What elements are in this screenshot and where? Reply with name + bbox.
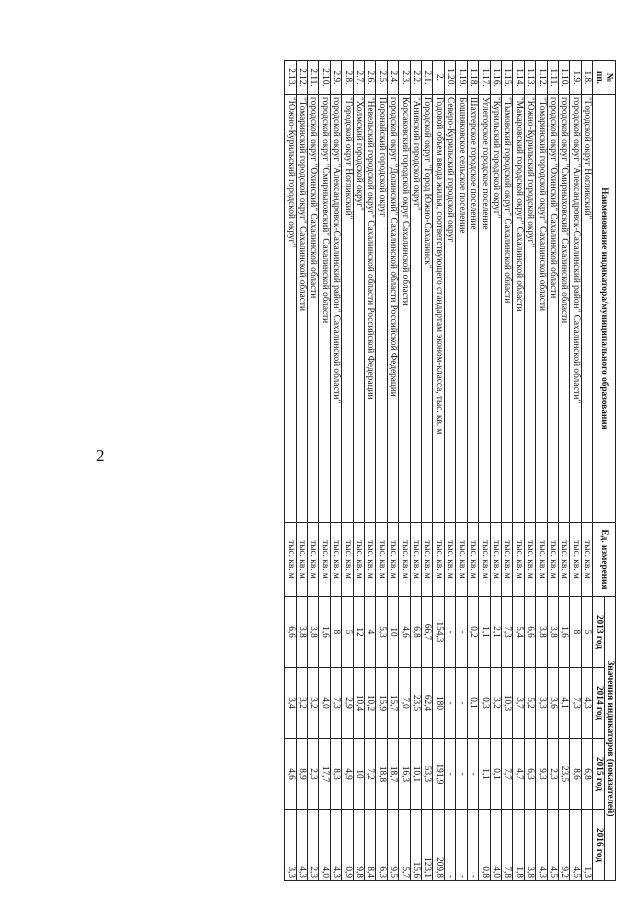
row-value-2013-cell: - (444, 597, 455, 668)
row-value-2015-cell: - (467, 739, 478, 810)
row-unit-cell: тыс. кв. м (524, 523, 535, 597)
row-value-2016-cell: 0,9 (342, 810, 353, 881)
row-name-cell: Шахтерское городское поселение (467, 95, 478, 523)
row-value-2013-cell: 7,3 (501, 597, 512, 668)
row-value-2015-cell: 8,6 (570, 739, 581, 810)
row-value-2014-cell: 3,2 (296, 668, 307, 739)
table-row (501, 61, 512, 881)
row-value-2013-cell: 0,2 (467, 597, 478, 668)
row-value-2016-cell: - (456, 810, 467, 881)
row-value-2013-cell: 6,6 (524, 597, 535, 668)
row-value-2013-cell: - (456, 597, 467, 668)
row-value-2015-cell: 10 (353, 739, 364, 810)
header-year-2014: 2014 год (593, 668, 604, 739)
row-number-cell: 2.10. (319, 61, 330, 95)
row-value-2016-cell: - (467, 810, 478, 881)
row-value-2015-cell: 6,8 (581, 739, 592, 810)
row-value-2014-cell: 4,0 (319, 668, 330, 739)
table-row (399, 61, 410, 881)
row-value-2016-cell: 15,6 (410, 810, 421, 881)
row-number-cell: 1.9. (570, 61, 581, 95)
row-value-2013-cell: 12 (353, 597, 364, 668)
row-value-2016-cell: 0,8 (479, 810, 490, 881)
row-value-2015-cell: 10,1 (410, 739, 421, 810)
row-value-2015-cell: 191,9 (433, 739, 444, 810)
row-unit-cell: тыс. кв. м (467, 523, 478, 597)
row-value-2015-cell: 4,6 (285, 739, 296, 810)
row-value-2014-cell: 3,7 (513, 668, 524, 739)
row-name-cell: городской округ "Охинский" Сахалинской области (547, 95, 558, 523)
row-name-cell: "Курильский городской округ" (490, 95, 501, 523)
indicators-table (284, 60, 616, 881)
row-number-cell: 1.18. (467, 61, 478, 95)
row-value-2013-cell: 6,6 (285, 597, 296, 668)
row-unit-cell: тыс. кв. м (444, 523, 455, 597)
row-unit-cell: тыс. кв. м (319, 523, 330, 597)
row-value-2016-cell: 3,8 (524, 810, 535, 881)
row-value-2015-cell: 7,7 (501, 739, 512, 810)
row-value-2014-cell: 3,4 (285, 668, 296, 739)
row-value-2014-cell: 15,9 (376, 668, 387, 739)
row-value-2014-cell: 62,4 (422, 668, 433, 739)
row-unit-cell: тыс. кв. м (558, 523, 569, 597)
row-name-cell: Бошняковское сельское поселение (456, 95, 467, 523)
table-row (524, 61, 535, 881)
row-number-cell: 1.20. (444, 61, 455, 95)
row-value-2014-cell: 10,2 (365, 668, 376, 739)
row-name-cell: "Холмский городской округ" (353, 95, 364, 523)
row-value-2015-cell: 9,3 (536, 739, 547, 810)
row-value-2016-cell: 4,3 (536, 810, 547, 881)
row-value-2016-cell: 8,4 (365, 810, 376, 881)
row-unit-cell: тыс. кв. м (422, 523, 433, 597)
row-value-2015-cell: 18,8 (376, 739, 387, 810)
page-number: 2 (96, 446, 105, 465)
row-value-2015-cell: 2,3 (547, 739, 558, 810)
table-row (570, 61, 581, 881)
row-value-2015-cell: 16,3 (399, 739, 410, 810)
row-name-cell: "Тымовский городской округ" Сахалинской области (501, 95, 512, 523)
row-value-2013-cell: 1,1 (479, 597, 490, 668)
table-row (296, 61, 307, 881)
row-value-2015-cell: 6,3 (524, 739, 535, 810)
table-row (444, 61, 455, 881)
row-unit-cell: тыс. кв. м (581, 523, 592, 597)
header-unit: Ед. измерения (593, 523, 616, 597)
row-value-2016-cell: 4,5 (547, 810, 558, 881)
row-number-cell: 1.8. (581, 61, 592, 95)
row-number-cell: 2. (433, 61, 444, 95)
row-unit-cell: тыс. кв. м (410, 523, 421, 597)
row-value-2016-cell: 9,5 (387, 810, 398, 881)
row-value-2015-cell: 18,7 (387, 739, 398, 810)
table-row (353, 61, 364, 881)
row-number-cell: 2.2. (410, 61, 421, 95)
row-value-2015-cell: 4,9 (342, 739, 353, 810)
row-number-cell: 1.19. (456, 61, 467, 95)
table-body (285, 61, 593, 881)
row-value-2015-cell: 8,9 (296, 739, 307, 810)
row-name-cell: городской округ "Долинский" Сахалинской области Российской Федерации (387, 95, 398, 523)
header-name: Наименование индикатора/муниципального образования (593, 95, 616, 523)
row-value-2016-cell: 123,1 (422, 810, 433, 881)
row-value-2016-cell: 2,3 (308, 810, 319, 881)
row-number-cell: 2.11. (308, 61, 319, 95)
header-year-2015: 2015 год (593, 739, 604, 810)
row-value-2014-cell: - (456, 668, 467, 739)
row-name-cell: городской округ "Смирныховский" Сахалинской области (319, 95, 330, 523)
header-group: Значения индикаторов (показателей) (604, 597, 615, 881)
row-value-2016-cell: 9,2 (558, 810, 569, 881)
header-year-2016: 2016 год (593, 810, 604, 881)
row-value-2013-cell: 4,6 (399, 597, 410, 668)
row-value-2016-cell: 4,3 (330, 810, 341, 881)
row-value-2013-cell: 66,7 (422, 597, 433, 668)
table-row (387, 61, 398, 881)
row-value-2016-cell: 7,8 (501, 810, 512, 881)
row-name-cell: Годовой объем ввода жилья, соответствующего стандартам эконом-класса, тыс. кв. м (433, 95, 444, 523)
row-value-2014-cell: 10,4 (353, 668, 364, 739)
row-number-cell: 2.6. (365, 61, 376, 95)
row-value-2014-cell: - (444, 668, 455, 739)
table-row (536, 61, 547, 881)
row-value-2016-cell: 4,0 (490, 810, 501, 881)
header-num-line1: № (604, 72, 615, 83)
header-num-line2: пп. (594, 70, 605, 85)
row-value-2014-cell: 15,7 (387, 668, 398, 739)
row-value-2013-cell: 8 (570, 597, 581, 668)
row-value-2014-cell: 5,2 (524, 668, 535, 739)
row-value-2015-cell: 17,7 (319, 739, 330, 810)
row-value-2013-cell: 1,6 (558, 597, 569, 668)
table-row (376, 61, 387, 881)
row-number-cell: 1.12. (536, 61, 547, 95)
table-row (558, 61, 569, 881)
row-value-2013-cell: 3,8 (547, 597, 558, 668)
row-name-cell: Северо-Курильский городской округ (444, 95, 455, 523)
row-value-2013-cell: 3,8 (308, 597, 319, 668)
row-number-cell: 1.16. (490, 61, 501, 95)
row-unit-cell: тыс. кв. м (308, 523, 319, 597)
row-unit-cell: тыс. кв. м (285, 523, 296, 597)
row-value-2015-cell: 1,1 (479, 739, 490, 810)
row-name-cell: Поронайский городской округ (376, 95, 387, 523)
row-unit-cell: тыс. кв. м (399, 523, 410, 597)
row-value-2015-cell: 2,3 (308, 739, 319, 810)
row-value-2013-cell: 3,8 (296, 597, 307, 668)
row-value-2015-cell: 23,5 (558, 739, 569, 810)
row-value-2016-cell: - (444, 810, 455, 881)
row-value-2014-cell: 2,9 (342, 668, 353, 739)
table-row (479, 61, 490, 881)
table-row (365, 61, 376, 881)
row-value-2016-cell: 209,8 (433, 810, 444, 881)
row-unit-cell: тыс. кв. м (490, 523, 501, 597)
row-value-2013-cell: 6,8 (410, 597, 421, 668)
row-value-2013-cell: 8 (330, 597, 341, 668)
row-value-2016-cell: 1,8 (513, 810, 524, 881)
row-number-cell: 2.5. (376, 61, 387, 95)
row-value-2014-cell: 4,3 (581, 668, 592, 739)
row-number-cell: 1.17. (479, 61, 490, 95)
row-value-2014-cell: 180 (433, 668, 444, 739)
row-name-cell: "Невельский городской округ" Сахалинской области Российской Федерации (365, 95, 376, 523)
row-number-cell: 1.11. (547, 61, 558, 95)
row-unit-cell: тыс. кв. м (330, 523, 341, 597)
row-name-cell: "Анивский городской округ" (410, 95, 421, 523)
row-value-2015-cell: - (456, 739, 467, 810)
rotated-table-container (284, 60, 616, 880)
row-number-cell: 2.1. (422, 61, 433, 95)
row-value-2014-cell: 23,5 (410, 668, 421, 739)
row-number-cell: 2.3. (399, 61, 410, 95)
row-value-2015-cell: - (444, 739, 455, 810)
row-name-cell: "Томаринский городской округ" Сахалинской области (296, 95, 307, 523)
row-name-cell: городской округ "Александровск-Сахалинский район" Сахалинской области" (330, 95, 341, 523)
row-name-cell: городской округ "Охинский" Сахалинской области (308, 95, 319, 523)
row-value-2013-cell: 1,6 (319, 597, 330, 668)
row-number-cell: 2.7. (353, 61, 364, 95)
row-value-2013-cell: 5 (342, 597, 353, 668)
row-value-2016-cell: 1,3 (581, 810, 592, 881)
row-number-cell: 2.4. (387, 61, 398, 95)
table-row (433, 61, 444, 881)
row-number-cell: 2.13. (285, 61, 296, 95)
table-header (593, 61, 616, 881)
row-number-cell: 2.9. (330, 61, 341, 95)
row-value-2015-cell: 8,3 (330, 739, 341, 810)
row-value-2014-cell: 3,6 (547, 668, 558, 739)
row-value-2013-cell: 5,4 (513, 597, 524, 668)
row-unit-cell: тыс. кв. м (353, 523, 364, 597)
row-value-2013-cell: 4 (365, 597, 376, 668)
row-number-cell: 1.10. (558, 61, 569, 95)
row-unit-cell: тыс. кв. м (570, 523, 581, 597)
row-name-cell: "Томаринский городской округ" Сахалинской области (536, 95, 547, 523)
row-value-2014-cell: 7,0 (399, 668, 410, 739)
row-name-cell: "Городской округ Ногликский" (342, 95, 353, 523)
row-value-2015-cell: 4,7 (513, 739, 524, 810)
row-value-2016-cell: 9,8 (353, 810, 364, 881)
row-name-cell: городской округ "Александровск-Сахалинский район" Сахалинской области" (570, 95, 581, 523)
table-row (342, 61, 353, 881)
row-unit-cell: тыс. кв. м (456, 523, 467, 597)
row-number-cell: 1.15. (501, 61, 512, 95)
row-unit-cell: тыс. кв. м (501, 523, 512, 597)
row-number-cell: 1.13. (524, 61, 535, 95)
row-value-2016-cell: 4,5 (570, 810, 581, 881)
row-unit-cell: тыс. кв. м (376, 523, 387, 597)
row-number-cell: 1.14. (513, 61, 524, 95)
row-value-2014-cell: 3,2 (490, 668, 501, 739)
row-value-2014-cell: 7,3 (570, 668, 581, 739)
row-number-cell: 2.12. (296, 61, 307, 95)
row-name-cell: городской округ "Смирныховский" Сахалинской области (558, 95, 569, 523)
row-unit-cell: тыс. кв. м (296, 523, 307, 597)
row-value-2013-cell: 154,3 (433, 597, 444, 668)
row-value-2014-cell: 0,1 (467, 668, 478, 739)
row-value-2014-cell: 7,3 (330, 668, 341, 739)
table-row (547, 61, 558, 881)
row-unit-cell: тыс. кв. м (342, 523, 353, 597)
table-row (285, 61, 296, 881)
row-name-cell: "Южно-Курильский городской округ" (524, 95, 535, 523)
row-value-2014-cell: 10,3 (501, 668, 512, 739)
row-value-2013-cell: 10 (387, 597, 398, 668)
table-row (319, 61, 330, 881)
row-name-cell: "Южно-Курильский городской округ" (285, 95, 296, 523)
header-num (593, 61, 616, 95)
table-row (330, 61, 341, 881)
row-name-cell: Корсаковский городской округ Сахалинской области (399, 95, 410, 523)
row-unit-cell: тыс. кв. м (547, 523, 558, 597)
table-row (422, 61, 433, 881)
table-row (467, 61, 478, 881)
header-year-2013: 2013 год (593, 597, 604, 668)
row-unit-cell: тыс. кв. м (365, 523, 376, 597)
table-row (581, 61, 592, 881)
row-value-2016-cell: 4,3 (296, 810, 307, 881)
row-value-2013-cell: 2,1 (490, 597, 501, 668)
table-row (410, 61, 421, 881)
row-value-2014-cell: 4,1 (558, 668, 569, 739)
row-unit-cell: тыс. кв. м (387, 523, 398, 597)
row-value-2013-cell: 5,3 (376, 597, 387, 668)
table-row (513, 61, 524, 881)
row-value-2016-cell: 4,0 (319, 810, 330, 881)
row-unit-cell: тыс. кв. м (536, 523, 547, 597)
row-number-cell: 2.8. (342, 61, 353, 95)
row-value-2015-cell: 7,2 (365, 739, 376, 810)
row-name-cell: Городской округ "Город Южно-Сахалинск" (422, 95, 433, 523)
row-name-cell: Углегорское городское поселение (479, 95, 490, 523)
row-value-2014-cell: 3,2 (308, 668, 319, 739)
row-name-cell: "Городской округ Ногликский" (581, 95, 592, 523)
row-value-2016-cell: 6,3 (376, 810, 387, 881)
row-value-2014-cell: 0,3 (479, 668, 490, 739)
table-row (490, 61, 501, 881)
row-value-2016-cell: 3,3 (285, 810, 296, 881)
table-row (308, 61, 319, 881)
row-name-cell: "Макаровский городской округ" Сахалинской области (513, 95, 524, 523)
table-row (456, 61, 467, 881)
row-value-2013-cell: 5 (581, 597, 592, 668)
row-unit-cell: тыс. кв. м (513, 523, 524, 597)
row-unit-cell: тыс. кв. м (479, 523, 490, 597)
row-value-2014-cell: 3,3 (536, 668, 547, 739)
row-value-2013-cell: 3,8 (536, 597, 547, 668)
row-value-2016-cell: 5,7 (399, 810, 410, 881)
row-value-2015-cell: 0,1 (490, 739, 501, 810)
row-unit-cell: тыс. кв. м (433, 523, 444, 597)
row-value-2015-cell: 53,3 (422, 739, 433, 810)
